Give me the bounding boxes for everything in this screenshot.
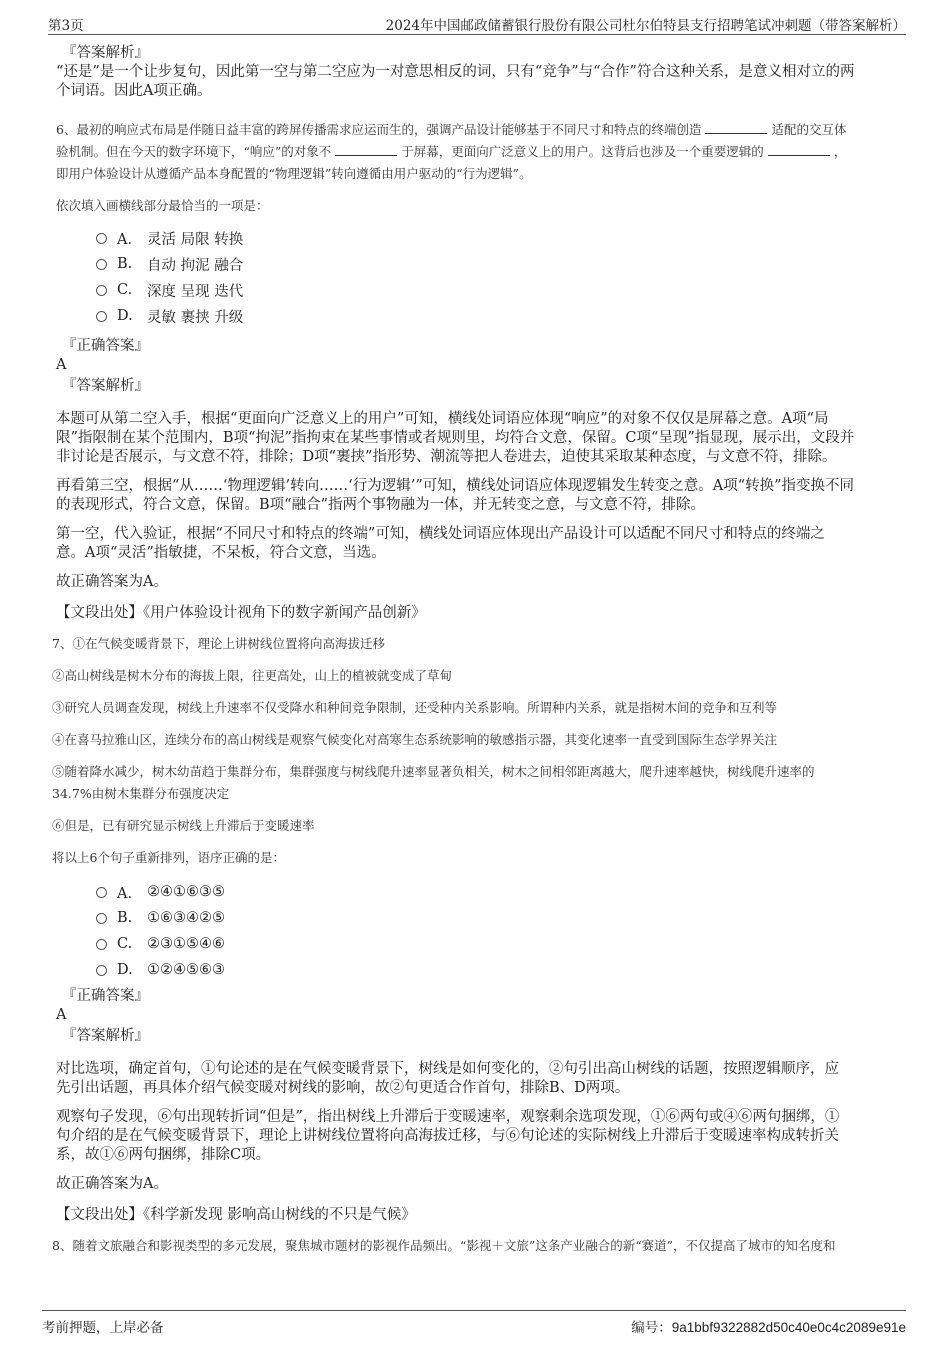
option-a[interactable]: A． ②④①⑥③⑤: [96, 879, 896, 905]
option-b[interactable]: B. 自动 拘泥 融合: [96, 251, 896, 277]
page-number: 第3页: [48, 18, 84, 34]
sentence-5-cont: 34.7%由树木集群分布强度决定: [52, 786, 230, 801]
question-8-stem: 8、随着文旅融合和影视类型的多元发展，聚焦城市题材的影视作品频出。“影视＋文旅”这条产业融合的新“赛道”，不仅提高了城市的知名度和: [52, 1238, 836, 1253]
option-list: [96, 879, 896, 983]
option-c[interactable]: C. 深度 呈现 迭代: [96, 277, 896, 303]
sentence-2: ②高山树线是树木分布的海拔上限，往更高处，山上的植被就变成了草甸: [52, 668, 453, 683]
analysis-paragraph: 观察句子发现，⑥句出现转折词“但是”，指出树线上升滞后于变暖速率，观察剩余选项发现，①⑥两句或④⑥两句捆绑，① 句介绍的是在气候变暖背景下，理论上讲树线位置将向高海拔迁移，与⑥句论述的实际树线上升滞后于变暖速率构成转折关 系，故①⑥两句捆绑，排除C项。: [56, 1109, 840, 1163]
analysis-heading: 『答案解析』: [62, 1028, 149, 1044]
radio-icon[interactable]: [96, 233, 107, 244]
option-b[interactable]: B. ①⑥③④②⑤: [96, 905, 896, 931]
analysis-paragraph: 对比选项，确定首句，①句论述的是在气候变暖背景下，树线是如何变化的，②句引出高山树线的话题，按照逻辑顺序，应 先引出话题，再具体介绍气候变暖对树线的影响，故②句更适合作首句，排除B、D两项。: [56, 1061, 839, 1096]
document-title: 2024年中国邮政储蓄银行股份有限公司杜尔伯特县支行招聘笔试冲刺题（带答案解析）: [385, 18, 906, 34]
correct-answer-heading: 『正确答案』: [62, 988, 149, 1004]
radio-icon[interactable]: [96, 965, 107, 976]
question-stem-line: 即用户体验设计从遵循产品本身配置的“物理逻辑”转向遵循由用户驱动的“行为逻辑”。: [56, 166, 532, 181]
radio-icon[interactable]: [96, 259, 107, 270]
question-6: [56, 119, 896, 623]
option-a[interactable]: A． 灵活 局限 转换: [96, 225, 896, 251]
source-citation: 【文段出处】《科学新发现 影响高山树线的不只是气候》: [56, 1207, 416, 1223]
page-content: [52, 44, 896, 1257]
sentence-6: ⑥但是，已有研究显示树线上升滞后于变暖速率: [52, 818, 315, 833]
correct-answer-heading: 『正确答案』: [62, 338, 149, 354]
page-header: [48, 12, 906, 35]
radio-icon[interactable]: [96, 311, 107, 322]
sentence-3: ③研究人员调查发现，树线上升速率不仅受降水和种间竞争限制，还受种内关系影响。所谓种内关系，就是指树木间的竞争和互利等: [52, 700, 778, 715]
answer-blank: [705, 121, 767, 134]
analysis-heading: 『答案解析』: [62, 45, 149, 61]
correct-answer: A: [56, 357, 67, 373]
option-d[interactable]: D. 灵敏 裹挟 升级: [96, 303, 896, 329]
question-stem-line: 6、最初的响应式布局是伴随日益丰富的跨屏传播需求应运而生的，强调产品设计能够基于不同尺寸和特点的终端创造 适配的交互体: [56, 122, 847, 137]
option-d[interactable]: D. ①②④⑤⑥③: [96, 957, 896, 983]
answer-blank: [768, 143, 830, 156]
analysis-heading: 『答案解析』: [62, 378, 149, 394]
footer-slogan: 考前押题，上岸必备: [42, 1320, 164, 1336]
analysis-paragraph: 故正确答案为A。: [56, 574, 168, 590]
option-list: [96, 225, 896, 329]
correct-answer: A: [56, 1007, 67, 1023]
question-prompt: 依次填入画横线部分最恰当的一项是：: [56, 198, 269, 213]
analysis-paragraph: 第一空，代入验证，根据“不同尺寸和特点的终端”可知，横线处词语应体现出产品设计可以适配不同尺寸和特点的终端之 意。A项“灵活”指敏捷，不呆板，符合文意，当选。: [56, 526, 825, 561]
analysis-paragraph: 故正确答案为A。: [56, 1176, 168, 1192]
analysis-line: 个词语。因此A项正确。: [56, 83, 212, 99]
sentence-1: 7、①在气候变暖背景下，理论上讲树线位置将向高海拔迁移: [52, 636, 385, 651]
radio-icon[interactable]: [96, 939, 107, 950]
question-stem-line: 验机制。但在今天的数字环境下，“响应”的对象不 于屏幕，更面向广泛意义上的用户。这背后也涉及一个重要逻辑的 ，: [56, 144, 847, 159]
answer-blank: [335, 143, 397, 156]
radio-icon[interactable]: [96, 887, 107, 898]
question-7: [52, 633, 896, 1225]
footer-doc-id: 编号：9a1bbf9322882d50c40e0c4c2089e91e: [631, 1320, 906, 1335]
option-c[interactable]: C. ②③①⑤④⑥: [96, 931, 896, 957]
analysis-paragraph: 本题可从第二空入手，根据“更面向广泛意义上的用户”可知，横线处词语应体现“响应”的对象不仅仅是屏幕之意。A项“局 限”指限制在某个范围内，B项“拘泥”指拘束在某些事情或者规则里，均符合文意，保留。C项“呈现”指显现，展示出，文段并 非讨论是否展示，与文意不符，排除；D项“裹挟”指形势、潮流等把人卷进去，迫使其采取某种态度，与文意不符，排除。: [56, 411, 855, 465]
page-footer: [42, 1310, 906, 1337]
radio-icon[interactable]: [96, 913, 107, 924]
radio-icon[interactable]: [96, 285, 107, 296]
source-citation: 【文段出处】《用户体验设计视角下的数字新闻产品创新》: [56, 605, 426, 621]
sentence-4: ④在喜马拉雅山区，连续分布的高山树线是观察气候变化对高寒生态系统影响的敏感指示器，其变化速率一直受到国际生态学界关注: [52, 732, 778, 747]
q5-analysis: [56, 44, 896, 101]
sentence-5: ⑤随着降水减少，树木幼苗趋于集群分布，集群强度与树线爬升速率显著负相关，树木之间相邻距离越大，爬升速率越快，树线爬升速率的: [52, 764, 815, 779]
analysis-line: “还是”是一个让步复句，因此第一空与第二空应为一对意思相反的词，只有“竞争”与“合作”符合这种关系，是意义相对立的两: [56, 64, 855, 80]
question-prompt: 将以上6个句子重新排列，语序正确的是：: [52, 850, 285, 865]
analysis-paragraph: 再看第三空，根据“从……‘物理逻辑’转向……‘行为逻辑’”可知，横线处词语应体现逻辑发生转变之意。A项“转换”指变换不同 的表现形式，符合文意，保留。B项“融合”指两个事物融为一体，并无转变之意，与文意不符，排除。: [56, 478, 855, 513]
